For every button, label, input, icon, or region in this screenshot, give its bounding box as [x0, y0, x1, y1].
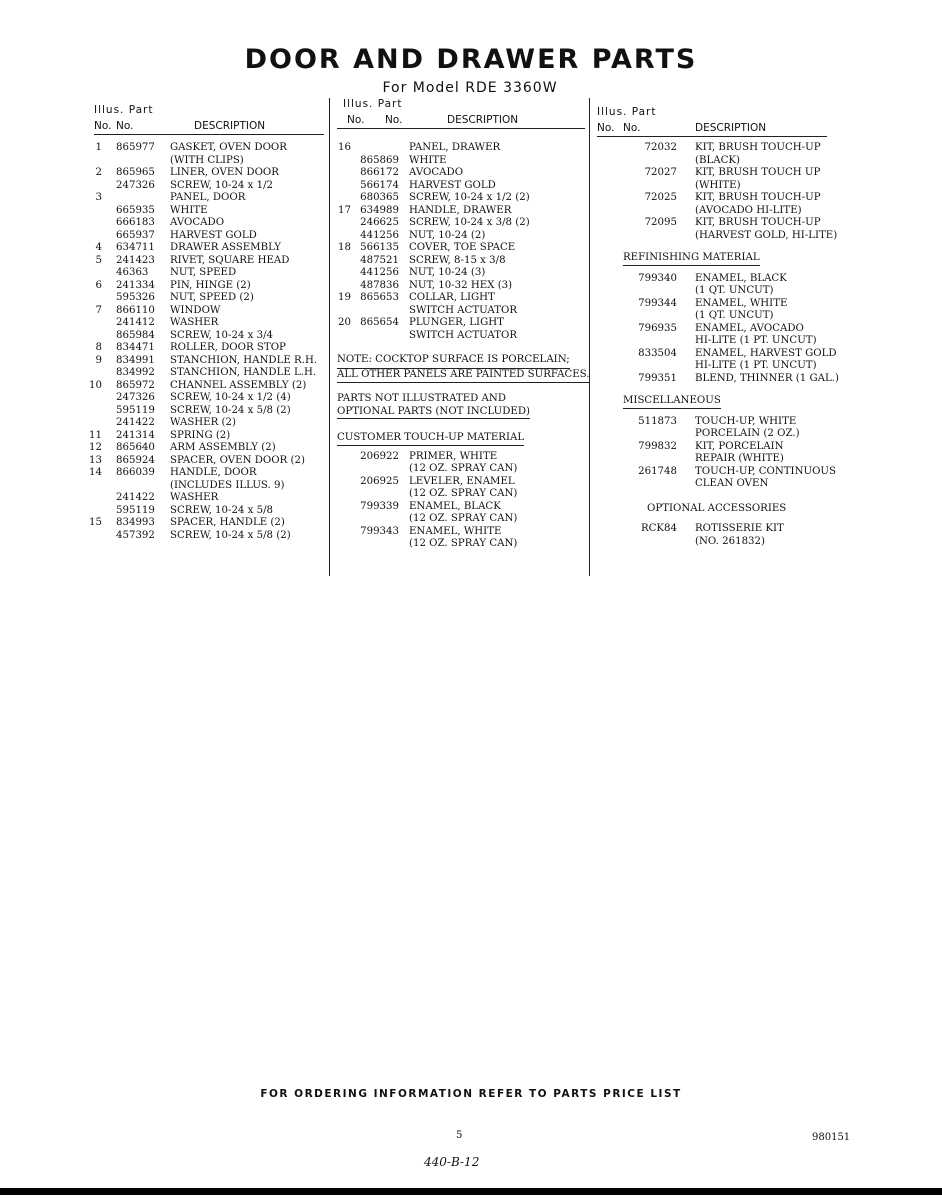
- part-number: 799343: [360, 525, 399, 537]
- column-divider: [589, 98, 590, 576]
- part-description: KIT, BRUSH TOUCH UP: [695, 167, 821, 178]
- list-item: [94, 492, 326, 505]
- part-number: 595119: [116, 504, 155, 516]
- list-item: [597, 142, 837, 155]
- part-number: 72025: [644, 192, 677, 203]
- part-description: SCREW, 10-24 x 3/4: [170, 329, 274, 341]
- list-item: [597, 180, 837, 193]
- list-item: [94, 180, 326, 193]
- illus-number: 8: [95, 342, 102, 353]
- illus-number: 4: [95, 242, 102, 253]
- part-number: 834991: [116, 354, 155, 366]
- part-description: TOUCH-UP, CONTINUOUS: [695, 465, 837, 477]
- part-description: KIT, BRUSH TOUCH-UP: [695, 142, 821, 153]
- list-item: [94, 167, 326, 180]
- part-number: 865972: [116, 379, 155, 391]
- header-illus-part: Illus. Part: [94, 104, 154, 116]
- part-description: NUT, SPEED: [170, 267, 237, 278]
- part-description: ENAMEL, BLACK: [409, 500, 501, 512]
- part-number: 46363: [116, 267, 149, 278]
- illus-number: 12: [89, 442, 102, 453]
- document-number: 980151: [812, 1132, 851, 1143]
- part-number: 206925: [360, 475, 399, 487]
- part-number: 799339: [360, 500, 399, 512]
- part-number: 241422: [116, 417, 155, 428]
- part-description: AVOCADO: [409, 167, 464, 178]
- list-item: [597, 285, 837, 298]
- list-item: [597, 298, 837, 311]
- part-description: (WITH CLIPS): [170, 154, 244, 166]
- parts-list: [597, 273, 837, 386]
- list-item: [337, 451, 587, 464]
- part-number: 865977: [116, 142, 155, 153]
- page-number: 5: [456, 1130, 463, 1141]
- part-description: (12 OZ. SPRAY CAN): [409, 538, 518, 549]
- part-number: 241423: [116, 254, 155, 266]
- list-item: [94, 530, 326, 543]
- list-item: [597, 205, 837, 218]
- illus-number: 9: [95, 354, 102, 366]
- ordering-footer: FOR ORDERING INFORMATION REFER TO PARTS PRICE LIST: [260, 1088, 682, 1100]
- part-description: SCREW, 10-24 x 1/2 (2): [409, 192, 530, 203]
- part-description: NUT, SPEED (2): [170, 292, 254, 303]
- list-item: [337, 513, 587, 526]
- part-description: KIT, BRUSH TOUCH-UP: [695, 192, 821, 203]
- list-item: [337, 305, 587, 318]
- part-number: 834471: [116, 342, 155, 353]
- illus-number: 19: [338, 292, 351, 303]
- part-description: PLUNGER, LIGHT: [409, 317, 504, 328]
- part-number: 865984: [116, 329, 155, 341]
- header-part-no: No.: [623, 122, 641, 134]
- part-description: (NO. 261832): [695, 535, 765, 547]
- list-item: [94, 330, 326, 343]
- part-description: HARVEST GOLD: [170, 229, 257, 241]
- header-description: DESCRIPTION: [695, 122, 767, 134]
- part-number: 241334: [116, 279, 155, 291]
- list-item: [89, 517, 326, 530]
- list-item: [597, 360, 837, 373]
- list-item: [597, 441, 837, 454]
- part-description: PIN, HINGE (2): [170, 279, 251, 291]
- part-description: WHITE: [170, 204, 208, 216]
- list-item: [597, 453, 837, 466]
- header-rule: [94, 134, 324, 135]
- list-item: [337, 292, 587, 305]
- part-number: 72032: [644, 142, 677, 153]
- handwritten-code: 440-B-12: [424, 1155, 480, 1169]
- list-item: [337, 255, 587, 268]
- not-illustrated-text: OPTIONAL PARTS (NOT INCLUDED): [337, 406, 530, 420]
- part-description: HI-LITE (1 PT. UNCUT): [695, 360, 817, 371]
- list-item: [94, 267, 326, 280]
- refinishing-section: [597, 252, 837, 385]
- part-description: AVOCADO: [170, 217, 225, 228]
- list-item: [597, 536, 837, 549]
- part-description: (HARVEST GOLD, HI-LITE): [695, 229, 838, 241]
- list-item: [337, 180, 587, 193]
- part-description: SWITCH ACTUATOR: [409, 304, 518, 316]
- list-item: [94, 255, 326, 268]
- list-item: [94, 417, 326, 430]
- part-number: 796935: [638, 322, 677, 334]
- list-item: [89, 442, 326, 455]
- list-item: [94, 342, 326, 355]
- column-header: [337, 98, 587, 130]
- list-item: [597, 478, 837, 491]
- parts-column-3: [597, 104, 837, 548]
- part-description: (INCLUDES ILLUS. 9): [170, 479, 285, 491]
- part-description: COLLAR, LIGHT: [409, 292, 495, 303]
- part-description: SCREW, 10-24 x 5/8 (2): [170, 404, 291, 416]
- illus-number: 7: [95, 304, 102, 316]
- part-number: 566135: [360, 242, 399, 253]
- header-description: DESCRIPTION: [194, 120, 266, 132]
- part-description: (12 OZ. SPRAY CAN): [409, 463, 518, 474]
- not-illustrated-text: PARTS NOT ILLUSTRATED AND: [337, 393, 506, 404]
- list-item: [337, 280, 587, 293]
- parts-list: [597, 523, 837, 548]
- list-item: [94, 280, 326, 293]
- part-number: 665937: [116, 229, 155, 241]
- part-number: 799351: [638, 372, 677, 384]
- part-description: GASKET, OVEN DOOR: [170, 142, 287, 153]
- part-description: NUT, 10-24 (2): [409, 229, 486, 241]
- part-description: WINDOW: [170, 304, 221, 316]
- part-description: ROTISSERIE KIT: [695, 523, 784, 534]
- parts-column-1: [89, 104, 326, 542]
- note-line: NOTE: COCKTOP SURFACE IS PORCELAIN;: [337, 354, 570, 369]
- part-description: KIT, BRUSH TOUCH-UP: [695, 217, 821, 228]
- section-heading: OPTIONAL ACCESSORIES: [647, 502, 787, 514]
- list-item: [94, 242, 326, 255]
- part-description: PRIMER, WHITE: [409, 450, 498, 462]
- part-number: 487836: [360, 279, 399, 291]
- list-item: [94, 305, 326, 318]
- part-description: (BLACK): [695, 154, 740, 166]
- part-description: WASHER: [170, 317, 219, 328]
- part-number: 865640: [116, 442, 155, 453]
- part-description: NUT, 10-24 (3): [409, 267, 486, 278]
- section-heading: REFINISHING MATERIAL: [623, 252, 760, 266]
- list-item: [94, 292, 326, 305]
- parts-list: [337, 142, 587, 342]
- part-number: 665935: [116, 204, 155, 216]
- list-item: [94, 317, 326, 330]
- header-description: DESCRIPTION: [447, 114, 519, 126]
- list-item: [94, 392, 326, 405]
- list-item: [89, 379, 326, 393]
- part-number: 241412: [116, 317, 155, 328]
- list-item: [597, 323, 837, 336]
- list-item: [597, 335, 837, 348]
- list-item: [597, 167, 837, 180]
- part-description: RIVET, SQUARE HEAD: [170, 254, 290, 266]
- illus-number: 16: [338, 142, 351, 153]
- part-description: STANCHION, HANDLE L.H.: [170, 367, 317, 378]
- list-item: [337, 526, 587, 539]
- part-number: 866110: [116, 304, 155, 316]
- list-item: [89, 467, 326, 480]
- customer-touchup-section: [337, 432, 587, 551]
- list-item: [94, 505, 326, 518]
- illus-number: 5: [95, 254, 102, 266]
- part-description: (AVOCADO HI-LITE): [695, 204, 802, 216]
- part-description: (12 OZ. SPRAY CAN): [409, 488, 518, 499]
- misc-section: [597, 395, 837, 491]
- illus-number: 18: [338, 242, 351, 253]
- part-number: 634989: [360, 204, 399, 216]
- part-number: 865653: [360, 292, 399, 303]
- part-description: SWITCH ACTUATOR: [409, 329, 518, 341]
- part-description: ENAMEL, WHITE: [695, 297, 788, 309]
- parts-list: [597, 416, 837, 491]
- model-subtitle: For Model RDE 3360W: [382, 80, 558, 96]
- part-number: 799344: [638, 297, 677, 309]
- part-description: COVER, TOE SPACE: [409, 242, 516, 253]
- part-description: SCREW, 10-24 x 5/8: [170, 504, 274, 516]
- part-description: ENAMEL, HARVEST GOLD: [695, 347, 837, 359]
- list-item: [337, 501, 587, 514]
- header-rule: [337, 128, 585, 129]
- part-description: CHANNEL ASSEMBLY (2): [170, 379, 307, 391]
- list-item: [337, 142, 587, 155]
- illus-number: 6: [95, 279, 102, 291]
- list-item: [597, 217, 837, 230]
- list-item: [337, 155, 587, 168]
- list-item: [337, 476, 587, 489]
- part-number: 206922: [360, 450, 399, 462]
- column-divider: [329, 98, 330, 576]
- illus-number: 20: [338, 317, 351, 328]
- part-description: PORCELAIN (2 OZ.): [695, 428, 800, 439]
- part-number: 865654: [360, 317, 399, 328]
- part-number: 799340: [638, 272, 677, 284]
- illus-number: 15: [89, 517, 102, 528]
- header-illus-part: Illus. Part: [343, 98, 403, 110]
- list-item: [337, 488, 587, 501]
- parts-list: [337, 451, 587, 551]
- bottom-bar: [0, 1188, 942, 1195]
- list-item: [337, 317, 587, 330]
- part-description: (12 OZ. SPRAY CAN): [409, 513, 518, 524]
- list-item: [337, 192, 587, 205]
- part-description: SCREW, 10-24 x 1/2: [170, 179, 274, 191]
- illus-number: 17: [338, 204, 351, 216]
- illus-number: 11: [89, 429, 102, 441]
- list-item: [94, 355, 326, 368]
- header-rule: [597, 136, 827, 137]
- part-description: BLEND, THINNER (1 GAL.): [695, 372, 839, 384]
- part-description: (WHITE): [695, 179, 741, 191]
- part-number: 72027: [644, 167, 677, 178]
- part-number: 72095: [644, 217, 677, 228]
- list-item: [94, 405, 326, 418]
- part-description: SPACER, HANDLE (2): [170, 517, 285, 528]
- part-description: DRAWER ASSEMBLY: [170, 242, 281, 253]
- header-illus-no: No.: [347, 114, 365, 126]
- parts-column-2: [337, 98, 590, 551]
- list-item: [597, 416, 837, 429]
- illus-number: 3: [95, 192, 102, 203]
- parts-list: [597, 142, 837, 242]
- list-item: [94, 217, 326, 230]
- header-part-no: No.: [385, 114, 403, 126]
- list-item: [597, 428, 837, 441]
- list-item: [597, 273, 837, 286]
- section-heading: CUSTOMER TOUCH-UP MATERIAL: [337, 432, 524, 446]
- part-number: 246625: [360, 217, 399, 228]
- part-number: 666183: [116, 217, 155, 228]
- part-number: 865965: [116, 167, 155, 178]
- part-number: 833504: [638, 347, 677, 359]
- part-number: 241314: [116, 429, 155, 441]
- list-item: [597, 230, 837, 243]
- list-item: [337, 267, 587, 280]
- list-item: [597, 466, 837, 479]
- header-illus-no: No.: [597, 122, 615, 134]
- part-number: 261748: [638, 465, 677, 477]
- part-description: LEVELER, ENAMEL: [409, 475, 515, 487]
- part-number: 247326: [116, 179, 155, 191]
- parts-list: [89, 142, 326, 542]
- part-number: 834993: [116, 517, 155, 528]
- part-description: ARM ASSEMBLY (2): [170, 442, 276, 453]
- list-item: [94, 155, 326, 168]
- part-description: ENAMEL, WHITE: [409, 525, 502, 537]
- part-description: (1 QT. UNCUT): [695, 285, 774, 296]
- part-description: SPACER, OVEN DOOR (2): [170, 454, 305, 466]
- list-item: [597, 192, 837, 205]
- header-illus-no: No.: [94, 120, 112, 132]
- part-number: 865924: [116, 454, 155, 466]
- list-item: [337, 330, 587, 343]
- list-item: [89, 429, 326, 443]
- optional-section: [597, 503, 837, 549]
- list-item: [337, 167, 587, 180]
- list-item: [94, 367, 326, 380]
- not-illustrated-block: [337, 393, 587, 418]
- column-header: [94, 104, 326, 136]
- part-number: 680365: [360, 192, 399, 203]
- part-description: LINER, OVEN DOOR: [170, 167, 279, 178]
- part-description: PANEL, DOOR: [170, 192, 246, 203]
- part-number: 441256: [360, 229, 399, 241]
- part-description: ENAMEL, BLACK: [695, 272, 787, 284]
- list-item: [94, 205, 326, 218]
- part-description: NUT, 10-32 HEX (3): [409, 279, 513, 291]
- part-number: 511873: [638, 415, 677, 427]
- part-number: 441256: [360, 267, 399, 278]
- part-description: TOUCH-UP, WHITE: [695, 415, 797, 427]
- section-heading: MISCELLANEOUS: [623, 395, 721, 409]
- list-item: [89, 454, 326, 468]
- list-item: [597, 310, 837, 323]
- part-description: SCREW, 10-24 x 3/8 (2): [409, 217, 530, 228]
- list-item: [337, 538, 587, 551]
- part-description: WHITE: [409, 154, 447, 166]
- part-number: 866172: [360, 167, 399, 178]
- part-description: SPRING (2): [170, 429, 231, 441]
- list-item: [337, 463, 587, 476]
- part-description: SCREW, 10-24 x 1/2 (4): [170, 392, 291, 403]
- part-number: 457392: [116, 529, 155, 541]
- part-description: WASHER (2): [170, 417, 236, 428]
- part-description: WASHER: [170, 492, 219, 503]
- part-number: 566174: [360, 179, 399, 191]
- note-block: [337, 354, 590, 381]
- part-description: CLEAN OVEN: [695, 478, 769, 489]
- part-description: HANDLE, DRAWER: [409, 204, 512, 216]
- list-item: [597, 155, 837, 168]
- illus-number: 2: [95, 167, 102, 178]
- illus-number: 10: [89, 379, 102, 391]
- part-description: ROLLER, DOOR STOP: [170, 342, 286, 353]
- part-number: 241422: [116, 492, 155, 503]
- list-item: [337, 205, 587, 218]
- header-illus-part: Illus. Part: [597, 106, 657, 118]
- part-description: HANDLE, DOOR: [170, 467, 257, 478]
- part-description: SCREW, 10-24 x 5/8 (2): [170, 529, 291, 541]
- list-item: [337, 230, 587, 243]
- part-number: RCK84: [640, 523, 677, 534]
- list-item: [597, 373, 837, 386]
- part-description: SCREW, 8-15 x 3/8: [409, 254, 506, 266]
- part-description: STANCHION, HANDLE R.H.: [170, 354, 318, 366]
- part-description: HI-LITE (1 PT. UNCUT): [695, 335, 817, 346]
- list-item: [94, 480, 326, 493]
- list-item: [337, 217, 587, 230]
- illus-number: 13: [89, 454, 102, 466]
- note-line: ALL OTHER PANELS ARE PAINTED SURFACES.: [337, 369, 590, 384]
- part-description: REPAIR (WHITE): [695, 453, 784, 464]
- list-item: [94, 192, 326, 205]
- header-part-no: No.: [116, 120, 134, 132]
- illus-number: 1: [95, 142, 102, 153]
- list-item: [94, 230, 326, 243]
- part-number: 834992: [116, 367, 155, 378]
- part-number: 799832: [638, 440, 677, 452]
- part-number: 595119: [116, 404, 155, 416]
- list-item: [597, 348, 837, 361]
- list-item: [597, 523, 837, 536]
- part-description: ENAMEL, AVOCADO: [695, 322, 804, 334]
- column-header: [597, 106, 837, 138]
- part-number: 487521: [360, 254, 399, 266]
- part-number: 865869: [360, 154, 399, 166]
- part-description: KIT, PORCELAIN: [695, 440, 784, 452]
- part-description: HARVEST GOLD: [409, 179, 496, 191]
- list-item: [337, 242, 587, 255]
- part-description: (1 QT. UNCUT): [695, 310, 774, 321]
- part-number: 595326: [116, 292, 155, 303]
- part-description: PANEL, DRAWER: [409, 142, 501, 153]
- page-title: DOOR AND DRAWER PARTS: [244, 44, 698, 75]
- part-number: 247326: [116, 392, 155, 403]
- list-item: [94, 142, 326, 155]
- part-number: 866039: [116, 467, 155, 478]
- illus-number: 14: [89, 467, 102, 478]
- part-number: 634711: [116, 242, 155, 253]
